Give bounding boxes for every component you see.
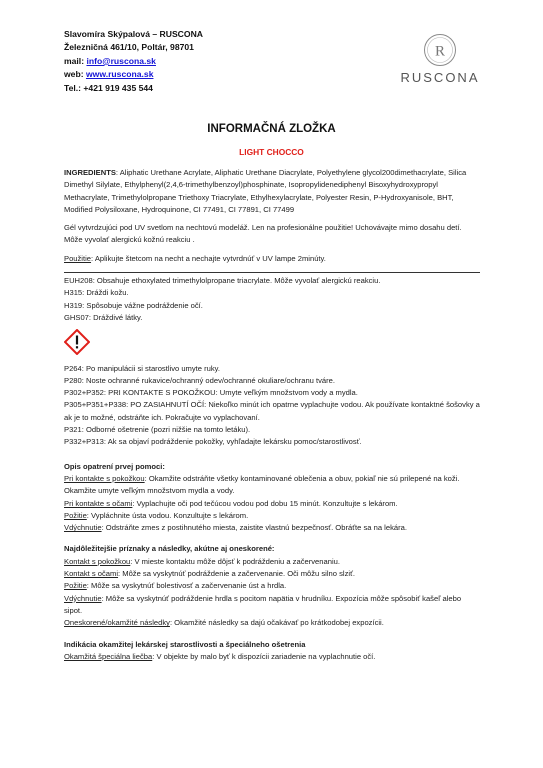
- first-aid-item-text: : Odstráňte zmes z postihnutého miesta, zaistite vlastnú bezpečnosť. Obráťte sa na lekára.: [101, 523, 407, 533]
- symptom-item: [64, 580, 480, 592]
- company-name: Slavomíra Skýpalová – RUSCONA: [64, 29, 203, 39]
- web-label: web:: [64, 69, 86, 80]
- web-line: [64, 68, 203, 81]
- first-aid-item-text: : Vyplachujte oči pod tečúcou vodou pod dobu 15 minút. Konzultujte s lekárom.: [132, 498, 398, 508]
- precautionary-statement: P332+P313: Ak sa objaví podráždenie pokožky, vyhľadajte lekársku pomoc/starostlivosť.: [64, 437, 362, 447]
- first-aid-item: [64, 510, 480, 522]
- symptom-item-text: : Môže sa vyskytnúť bolestivosť a začervenanie úst a hrdla.: [86, 581, 287, 591]
- hazard-statement: GHS07: Dráždivé látky.: [64, 312, 143, 322]
- ingredients-label: INGREDIENTS: [64, 168, 116, 177]
- first-aid-item-label: Pri kontakte s očami: [64, 498, 133, 508]
- phone-line: Tel.: +421 919 435 544: [64, 82, 153, 93]
- symptom-item-label: Vdýchnutie: [64, 593, 102, 603]
- symptom-item-text: : Môže sa vyskytnúť podráždenie hrdla s pocitom napätia v hrudníku. Expozícia môže spôsobiť kašeľ alebo sipot.: [64, 593, 462, 615]
- first-aid-item-label: Požitie: [64, 510, 87, 520]
- medical-heading: Indikácia okamžitej lekárskej starostlivosti a špeciálneho ošetrenia: [64, 639, 306, 649]
- symptom-item: [64, 568, 480, 580]
- logo-monogram-icon: [423, 33, 457, 67]
- precautionary-statement: P280: Noste ochranné rukavice/ochranný odev/ochranné okuliare/ochranu tváre.: [64, 375, 336, 385]
- document-body: [64, 167, 480, 663]
- symptom-item-text: : Môže sa vyskytnúť podráždenie a začervenanie. Oči môžu silno slziť.: [118, 569, 356, 579]
- hazard-statement: EUH208: Obsahuje ethoxylated trimethylolpropane triacrylate. Môže vyvolať alergickú reakciu.: [64, 276, 381, 286]
- symptoms-heading: Najdôležitejšie príznaky a následky, akútne aj oneskorené:: [64, 544, 275, 554]
- usage-text: : Aplikujte štetcom na necht a nechajte vytvrdnúť v UV lampe 2minúty.: [91, 253, 326, 263]
- symptom-item-label: Kontakt s očami: [64, 569, 119, 579]
- mail-label: mail:: [64, 55, 87, 66]
- logo-monogram-letter: R: [434, 43, 446, 60]
- first-aid-item-label: Vdýchnutie: [64, 523, 102, 533]
- symptom-item-label: Oneskorené/okamžité následky: [64, 618, 170, 628]
- divider-line: [64, 272, 480, 273]
- hazard-statement: H315: Dráždi kožu.: [64, 288, 129, 298]
- symptom-item-label: Kontakt s pokožkou: [64, 556, 131, 566]
- precautionary-statement: P302+P352: PRI KONTAKTE S POKOŽKOU: Umyte veľkým množstvom vody a mydla.: [64, 388, 358, 398]
- first-aid-heading: Opis opatrení prvej pomoci:: [64, 461, 165, 471]
- precautionary-statements: [64, 363, 480, 449]
- hazard-statement: H319: Spôsobuje vážne podráždenie očí.: [64, 300, 203, 310]
- page-title: INFORMAČNÁ ZLOŽKA: [207, 123, 336, 135]
- precautionary-statement: P321: Odborné ošetrenie (pozri nižšie na tomto letáku).: [64, 425, 251, 435]
- first-aid-list: [64, 473, 480, 534]
- medical-item-text: : V objekte by malo byť k dispozícii zariadenie na vyplachnutie očí.: [152, 651, 376, 661]
- usage-paragraph: [64, 253, 480, 265]
- first-aid-item: [64, 522, 480, 534]
- first-aid-item-text: : Vypláchnite ústa vodou. Konzultujte s lekárom.: [86, 510, 249, 520]
- symptom-item: [64, 617, 480, 629]
- hazard-statements: [64, 275, 480, 324]
- ingredients-paragraph: [64, 167, 480, 216]
- medical-item: [64, 651, 480, 663]
- first-aid-item-label: Pri kontakte s pokožkou: [64, 473, 145, 483]
- ghs07-exclamation-icon: [64, 329, 90, 355]
- symptom-item: [64, 556, 480, 568]
- first-aid-item: [64, 473, 480, 498]
- precautionary-statement: P264: Po manipulácii si starostlivo umyte ruky.: [64, 363, 221, 373]
- company-header: [64, 28, 203, 95]
- ingredients-text: : Aliphatic Urethane Acrylate, Aliphatic Urethane Diacrylate, Polyethylene glycol200dimethacrylate, Silica Dimethyl Silylate, Ethylphenyl(2,4,6-trimethylbenzoyl)phosphinate, Isopropylidenediphenyl Bisoxyhydroxypropyl Methacrylate, Trimethylolpropane Triethoxy Triacrylate, Ethylhexylacrylate, Polyester Resin, P-Hydroxyanisole, BHT, Modified Polysiloxane, Hydroquinone, CI 77491, CI 77891, CI 77499: [64, 168, 467, 214]
- product-name: LIGHT CHOCCO: [239, 147, 304, 157]
- medical-item-label: Okamžitá špeciálna liečba: [64, 651, 153, 661]
- web-link[interactable]: www.ruscona.sk: [85, 69, 154, 80]
- first-aid-item-text: : Okamžite odstráňte všetky kontaminované oblečenia a obuv, pokiaľ nie sú prilepené na koži. Okamžite umyte veľkým množstvom mydla a vody.: [64, 473, 460, 496]
- mail-line: [64, 55, 203, 68]
- usage-label: Použitie: [64, 253, 92, 263]
- logo-wordmark: RUSCONA: [400, 70, 480, 85]
- medical-list: [64, 651, 480, 663]
- symptom-item-text: : Okamžité následky sa dajú očakávať po krátkodobej expozícii.: [169, 618, 384, 628]
- symptom-item: [64, 593, 480, 618]
- mail-link[interactable]: info@ruscona.sk: [86, 55, 156, 66]
- symptoms-list: [64, 556, 480, 630]
- symptom-item-text: : V mieste kontaktu môže dôjsť k podráždeniu a začervenaniu.: [130, 556, 340, 566]
- company-address: Železničná 461/10, Poltár, 98701: [64, 42, 194, 53]
- first-aid-item: [64, 498, 480, 510]
- description-paragraph: Gél vytvrdzujúci pod UV svetlom na nechtovú modeláž. Len na profesionálne použitie! Uchovávajte mimo dosahu detí. Môže vyvolať alergickú kožnú reakciu .: [64, 223, 462, 245]
- ruscona-logo: [392, 33, 488, 93]
- precautionary-statement: P305+P351+P338: PO ZASIAHNUTÍ OČÍ: Niekoľko minút ich opatrne vyplachujte vodou. Ak používate kontaktné šošovky a ak je to možné, odstráňte ich. Pokračujte vo vyplachovaní.: [64, 400, 480, 422]
- symptom-item-label: Požitie: [64, 581, 87, 591]
